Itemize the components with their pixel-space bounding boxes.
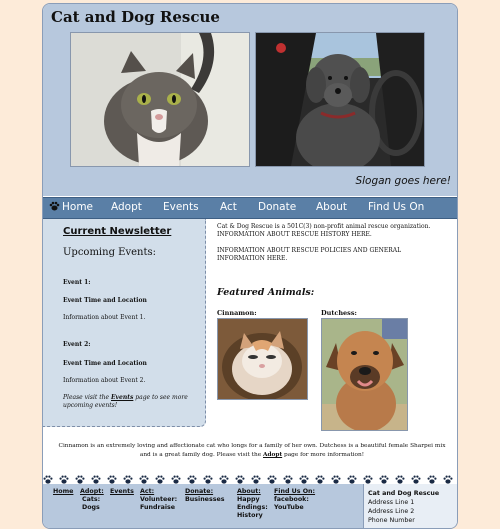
footer-donate-link[interactable]: Donate: bbox=[185, 488, 214, 495]
nav-home-label: Home bbox=[62, 201, 94, 213]
adopt-page-link[interactable]: Adopt bbox=[263, 452, 283, 458]
footer-volunteer-link[interactable]: Volunteer: bbox=[140, 496, 178, 503]
footer-col-donate bbox=[185, 488, 224, 504]
header bbox=[43, 4, 457, 196]
footer-col-find bbox=[274, 488, 315, 512]
nav-events[interactable]: Events bbox=[163, 201, 199, 213]
featured-animals-heading: Featured Animals: bbox=[217, 287, 315, 298]
sidebar bbox=[43, 219, 206, 427]
cinnamon-photo[interactable] bbox=[217, 318, 308, 400]
footer-col-about bbox=[237, 488, 268, 520]
site-title[interactable]: Cat and Dog Rescue bbox=[51, 8, 220, 26]
events-note-post: page to see more upcoming events! bbox=[63, 394, 188, 409]
newsletter-link[interactable]: Current Newsletter bbox=[63, 226, 172, 237]
paw-icon bbox=[49, 201, 60, 211]
footer-col-act bbox=[140, 488, 177, 512]
footer-events-link[interactable]: Events bbox=[110, 488, 134, 495]
footer-businesses-link[interactable]: Businesses bbox=[185, 496, 225, 503]
footer-cats-link[interactable]: Cats: bbox=[82, 496, 101, 503]
event2-info: Information about Event 2. bbox=[63, 377, 146, 384]
footer-history-link[interactable]: History bbox=[237, 512, 263, 519]
featured-description-post: page for more information! bbox=[282, 452, 365, 458]
event1-info: Information about Event 1. bbox=[63, 314, 146, 321]
policies-text: INFORMATION ABOUT RESCUE POLICIES AND GENERAL INFORMATION HERE. bbox=[217, 247, 402, 262]
upcoming-events-heading: Upcoming Events: bbox=[63, 247, 156, 258]
contact-org-name: Cat and Dog Rescue bbox=[368, 490, 440, 497]
contact-address1: Address Line 1 bbox=[368, 499, 415, 506]
dutchess-photo[interactable] bbox=[321, 318, 408, 431]
footer-happy-endings-link[interactable]: Happy bbox=[237, 496, 260, 503]
nav-act[interactable]: Act bbox=[220, 201, 237, 213]
footer-col-events bbox=[110, 488, 134, 496]
main-content bbox=[217, 223, 447, 263]
footer-youtube-link[interactable]: YouTube bbox=[274, 504, 304, 511]
footer-home-link[interactable]: Home bbox=[53, 488, 74, 495]
contact-address2: Address Line 2 bbox=[368, 508, 415, 515]
event2-time: Event Time and Location bbox=[63, 360, 147, 367]
event1-title: Event 1: bbox=[63, 279, 91, 286]
footer-fundraise-link[interactable]: Fundraise bbox=[140, 504, 175, 511]
footer-endings-link[interactable]: Endings: bbox=[237, 504, 268, 511]
event1-time: Event Time and Location bbox=[63, 297, 147, 304]
nav-find-us-on[interactable]: Find Us On bbox=[368, 201, 425, 213]
event2-title: Event 2: bbox=[63, 341, 91, 348]
events-note bbox=[63, 394, 198, 410]
slogan: Slogan goes here! bbox=[355, 175, 451, 187]
footer-contact bbox=[363, 484, 458, 528]
intro-text: Cat & Dog Rescue is a 501C(3) non-profit animal rescue organization. INFORMATION ABOUT RESCUE HISTORY HERE. bbox=[217, 223, 431, 238]
footer-col-home bbox=[53, 488, 73, 496]
dog-photo bbox=[255, 32, 425, 167]
main-nav bbox=[43, 197, 457, 219]
animal1-name: Cinnamon: bbox=[217, 309, 257, 317]
events-note-pre: Please visit the bbox=[63, 394, 111, 401]
footer-act-link[interactable]: Act: bbox=[140, 488, 155, 495]
footer-dogs-link[interactable]: Dogs bbox=[82, 504, 100, 511]
footer-find-us-link[interactable]: Find Us On: bbox=[274, 488, 316, 495]
featured-description bbox=[57, 442, 447, 460]
footer-about-link[interactable]: About: bbox=[237, 488, 261, 495]
nav-about[interactable]: About bbox=[316, 201, 348, 213]
footer bbox=[43, 484, 457, 528]
featured-description-pre: Cinnamon is an extremely loving and affectionate cat who longs for a family of her own. Dutchess is a beautiful female Sharpei mix and is a great family dog. Please visit the bbox=[58, 443, 446, 458]
footer-adopt-link[interactable]: Adopt: bbox=[80, 488, 104, 495]
events-page-link[interactable]: Events bbox=[110, 394, 134, 401]
nav-donate[interactable]: Donate bbox=[258, 201, 297, 213]
footer-facebook-link[interactable]: facebook: bbox=[274, 496, 309, 503]
nav-adopt[interactable]: Adopt bbox=[111, 201, 142, 213]
contact-phone: Phone Number bbox=[368, 517, 415, 524]
cat-photo bbox=[70, 32, 250, 167]
animal2-name: Dutchess: bbox=[321, 309, 357, 317]
nav-home[interactable] bbox=[49, 201, 93, 213]
page-container bbox=[42, 3, 458, 529]
footer-col-adopt bbox=[80, 488, 104, 512]
